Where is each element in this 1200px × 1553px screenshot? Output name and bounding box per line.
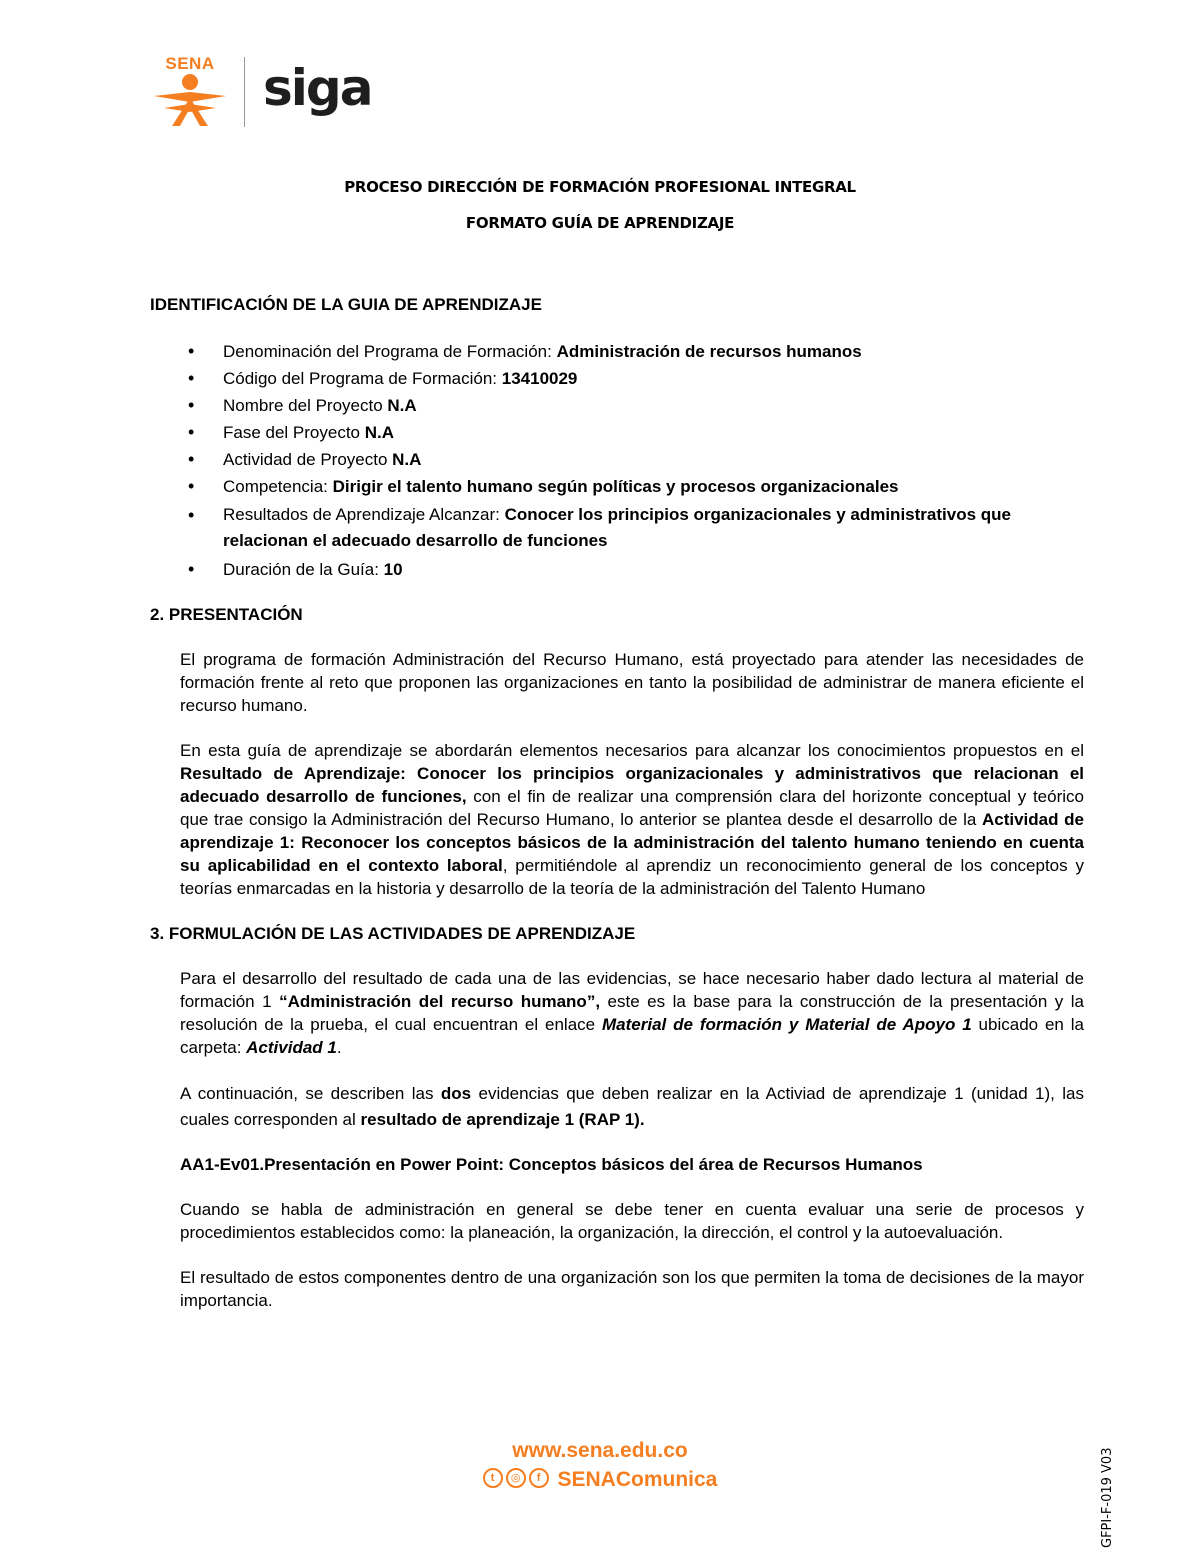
list-item xyxy=(150,421,1084,444)
evidence-subheading: AA1-Ev01.Presentación en Power Point: Conceptos básicos del área de Recursos Humanos xyxy=(180,1155,923,1174)
item-value: Conocer los principios organizacionales y administrativos que relacionan el adecuado desarrollo de funciones xyxy=(223,505,1011,550)
list-item xyxy=(150,394,1084,417)
text-run: , permitiéndole al aprendiz un reconocimiento general de los conceptos y teorías enmarcadas en la historia y desarrollo de la teoría de la administración del Talento Humano xyxy=(180,856,1084,898)
item-value: 10 xyxy=(383,560,403,579)
item-value: N.A xyxy=(392,450,422,469)
presentacion-paragraph-2 xyxy=(150,739,1084,900)
item-value: Dirigir el talento humano según políticas y procesos organizacionales xyxy=(332,477,899,496)
text-run: A continuación, se describen las xyxy=(180,1084,441,1103)
item-value: 13410029 xyxy=(501,369,578,388)
presentacion-paragraph-1: El programa de formación Administración del Recurso Humano, está proyectado para atender las necesidades de formación frente al reto que proponen las organizaciones en tanto la posibilidad de administrar de manera eficiente el recurso humano. xyxy=(180,650,1084,715)
list-item xyxy=(150,502,1084,554)
header-logos xyxy=(150,52,371,132)
presentacion-heading: 2. PRESENTACIÓN xyxy=(150,605,303,624)
social-handle: SENAComunica xyxy=(557,1468,718,1491)
siga-logo: siga xyxy=(263,59,372,117)
item-label: Denominación del Programa de Formación: xyxy=(223,342,557,361)
item-label: Resultados de Aprendizaje Alcanzar: xyxy=(223,505,505,524)
instagram-icon: ◎ xyxy=(506,1468,526,1488)
item-label: Fase del Proyecto xyxy=(223,423,365,442)
text-run-bold: dos xyxy=(440,1084,472,1103)
list-item xyxy=(150,340,1084,363)
rap-text: resultado de aprendizaje 1 (RAP 1). xyxy=(360,1110,645,1129)
footer-url: www.sena.edu.co xyxy=(512,1439,688,1462)
text-run: con el fin de realizar una comprensión clara del horizonte conceptual y teórico que trae consigo la Administración del Recurso Humano, lo anterior se plantea desde el desarrollo de la xyxy=(180,787,1084,829)
item-label: Competencia: xyxy=(223,477,333,496)
item-label: Duración de la Guía: xyxy=(223,560,384,579)
identificacion-list xyxy=(150,340,1084,581)
formulacion-paragraph-3: Cuando se habla de administración en general se debe tener en cuenta evaluar una serie de procesos y procedimientos establecidos como: la planeación, la organización, la dirección, el control y la autoevaluación. xyxy=(180,1200,1084,1242)
actividad-aprendizaje-text: Actividad de aprendizaje 1: Reconocer los conceptos básicos de la administración del talento humano teniendo en cuenta su aplicabilidad en el contexto laboral xyxy=(180,810,1084,875)
format-title: FORMATO GUÍA DE APRENDIZAJE xyxy=(465,214,735,232)
text-run: . xyxy=(336,1038,342,1057)
item-value: N.A xyxy=(364,423,395,442)
text-run: ubicado en la carpeta: xyxy=(180,1015,1084,1057)
text-run: En esta guía de aprendizaje se abordarán elementos necesarios para alcanzar los conocimientos propuestos en el xyxy=(180,741,1084,760)
identificacion-heading: IDENTIFICACIÓN DE LA GUIA DE APRENDIZAJE xyxy=(150,295,542,314)
material-title: “Administración del recurso humano”, xyxy=(279,992,601,1011)
folder-name: Actividad 1 xyxy=(246,1038,337,1057)
list-item xyxy=(150,367,1084,390)
text-run: Para el desarrollo del resultado de cada una de las evidencias, se hace necesario haber dado lectura al material de formación 1 xyxy=(180,969,1084,1011)
list-item xyxy=(150,475,1084,498)
formulacion-heading: 3. FORMULACIÓN DE LAS ACTIVIDADES DE APRENDIZAJE xyxy=(150,924,636,943)
item-label: Actividad de Proyecto xyxy=(223,450,393,469)
process-title: PROCESO DIRECCIÓN DE FORMACIÓN PROFESIONAL INTEGRAL xyxy=(344,178,856,196)
material-link-text: Material de formación y Material de Apoyo 1 xyxy=(602,1015,972,1034)
item-value: Administración de recursos humanos xyxy=(556,342,862,361)
sena-logo-text: SENA xyxy=(165,54,215,73)
document-body xyxy=(150,293,1084,1312)
logo-divider xyxy=(244,57,245,127)
text-run: evidencias que deben realizar en la Activiad de aprendizaje 1 (unidad 1), las cuales corresponden al xyxy=(180,1084,1084,1129)
footer-social xyxy=(0,1468,1200,1492)
facebook-icon: f xyxy=(529,1468,549,1488)
format-code: GFPI-F-019 V03 xyxy=(1100,1447,1115,1548)
list-item xyxy=(150,448,1084,471)
item-value: N.A xyxy=(387,396,417,415)
sena-figure-icon xyxy=(150,68,230,130)
item-label: Código del Programa de Formación: xyxy=(223,369,502,388)
formulacion-paragraph-1 xyxy=(150,967,1084,1059)
item-label: Nombre del Proyecto xyxy=(223,396,388,415)
formulacion-paragraph-4: El resultado de estos componentes dentro de una organización son los que permiten la toma de decisiones de la mayor importancia. xyxy=(180,1268,1084,1310)
formulacion-paragraph-2 xyxy=(150,1081,1084,1133)
sena-logo xyxy=(150,54,230,130)
twitter-icon: t xyxy=(483,1468,503,1488)
resultado-aprendizaje-text: Resultado de Aprendizaje: Conocer los principios organizacionales y administrativos que relacionan el adecuado desarrollo de funciones, xyxy=(180,764,1084,806)
text-run: este es la base para la construcción de la presentación y la resolución de la prueba, el cual encuentran el enlace xyxy=(180,992,1084,1034)
list-item xyxy=(150,558,1084,581)
